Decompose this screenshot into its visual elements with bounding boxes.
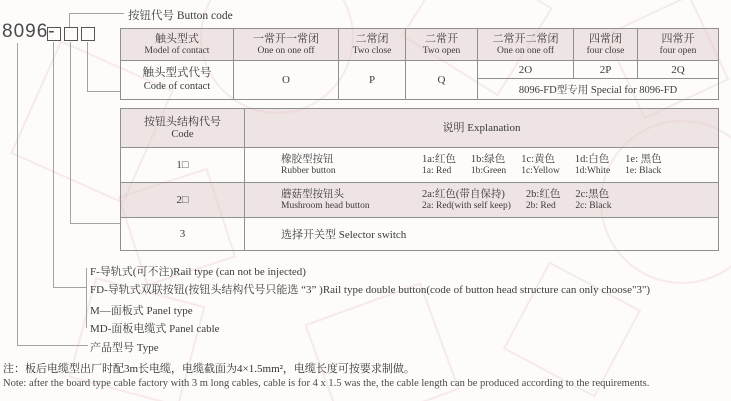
footnote-en: Note: after the board type cable factory with 3 m long cables, cable is for 4 x 1.5 was the, the cable length can be produced according to the requirements. <box>3 377 650 389</box>
code-digit-box-3 <box>81 27 95 41</box>
color-option: 2c:黑色 2c: Black <box>575 188 612 212</box>
contact-fd-note: 8096-FD型专用 Special for 8096-FD <box>478 79 719 100</box>
contact-code-row-label: 触头型式代号 Code of contact <box>121 61 234 100</box>
contact-header-2no: 二常开 Two open <box>406 29 478 61</box>
connector-producttype-h <box>17 345 88 346</box>
connector-structure-h <box>70 223 120 224</box>
color-option: 1c:黄色 1c:Yellow <box>521 153 560 177</box>
color-option: 1a:红色 1a: Red <box>422 153 456 177</box>
footnote-zh: 注：板后电缆型出厂时配3m长电缆，电缆截面为4×1.5mm²，电缆长度可按要求制做。 <box>3 363 415 375</box>
structure-table <box>120 108 719 251</box>
mushroom-button-name: 蘑菇型按钮头 Mushroom head button <box>281 188 370 212</box>
structure-row2-code: 2□ <box>121 183 245 218</box>
connector-contact-v <box>87 42 88 91</box>
contact-code-Q: Q <box>406 61 478 100</box>
type-label-MD: MD-面板电缆式 Panel cable <box>90 323 220 335</box>
contact-code-2O: 2O <box>478 61 574 79</box>
color-option: 2a:红色(带自保持) 2a: Red(with self keep) <box>422 188 511 212</box>
contact-code-2P: 2P <box>574 61 638 79</box>
color-option: 2b:红色 2b: Red <box>525 188 561 212</box>
footnote <box>3 362 728 390</box>
connector-structure-v <box>70 42 71 223</box>
connector-mounttype-h <box>53 287 86 288</box>
rubber-button-name: 橡胶型按钮 Rubber button <box>281 153 336 177</box>
structure-row1-explanation <box>245 148 719 183</box>
structure-row1-code: 1□ <box>121 148 245 183</box>
contact-code-O: O <box>234 61 339 100</box>
connector-button-code-v <box>69 13 70 27</box>
color-option: 1d:白色 1d:White <box>574 153 611 177</box>
structure-row3-explanation: 选择开关型 Selector switch <box>245 218 719 251</box>
type-label-product: 产品型号 Type <box>90 342 159 354</box>
structure-row2-explanation <box>245 183 719 218</box>
contact-header-2no2nc: 二常开二常闭 One on one off <box>478 29 574 61</box>
contact-header-1no1nc: 一常开一常闭 One on one off <box>234 29 339 61</box>
contact-header-model: 触头型式 Model of contact <box>121 29 234 61</box>
type-label-F: F-导轨式(可不注)Rail type (can not be injected) <box>90 266 306 278</box>
color-option: 1e: 黑色 1e: Black <box>625 153 662 177</box>
product-code-prefix: 8096- <box>2 21 56 42</box>
connector-mounttype-v <box>53 42 54 287</box>
code-digit-box-1 <box>47 27 61 41</box>
contact-code-P: P <box>339 61 406 100</box>
connector-button-code-h <box>69 13 124 14</box>
connector-contact-h <box>87 91 120 92</box>
color-option: 1b:绿色 1b:Green <box>470 153 507 177</box>
structure-header-code: 按钮头结构代号 Code <box>121 109 245 148</box>
type-label-M: M—面板式 Panel type <box>90 305 193 317</box>
connector-producttype-v <box>17 43 18 345</box>
structure-header-explanation: 说明 Explanation <box>245 109 719 148</box>
code-digit-box-2 <box>64 27 78 41</box>
button-code-label: 按钮代号 Button code <box>128 10 233 22</box>
contact-table <box>120 28 719 100</box>
structure-row3-code: 3 <box>121 218 245 251</box>
contact-header-4no: 四常开 four open <box>638 29 719 61</box>
contact-header-4nc: 四常闭 four close <box>574 29 638 61</box>
mounttype-bracket-v <box>86 268 87 328</box>
contact-code-2Q: 2Q <box>638 61 719 79</box>
type-label-FD: FD-导轨式双联按钮(按钮头结构代号只能选 “3” )Rail type double button(code of button head structure can only choose"3") <box>90 284 651 296</box>
contact-header-2nc: 二常闭 Two close <box>339 29 406 61</box>
